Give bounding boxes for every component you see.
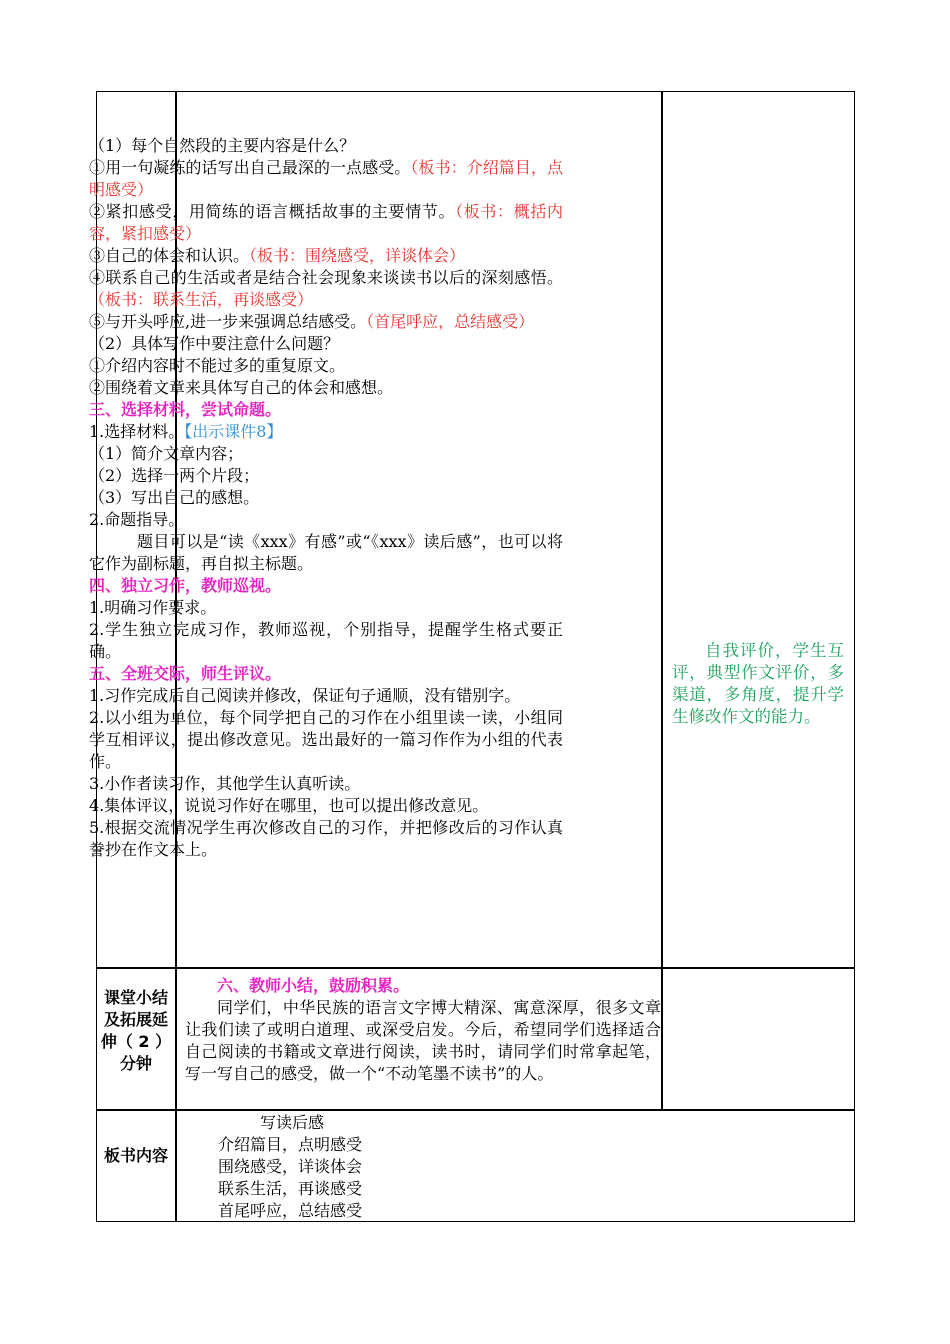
line-3: ③自己的体会和认识。（板书：围绕感受，详谈体会）: [89, 246, 466, 265]
board-note: （板书：围绕感受，详谈体会）: [249, 246, 466, 265]
row2-note-cell: [661, 967, 855, 1111]
s5-item5: 5.根据交流情况学生再次修改自己的习作，并把修改后的习作认真誊抄在作文本上。: [89, 818, 563, 859]
s5-item1: 1.习作完成后自己阅读并修改，保证句子通顺，没有错别字。: [89, 686, 521, 705]
section3-title: 三、选择材料，尝试命题。: [89, 400, 282, 419]
s5-item3: 3.小作者读习作，其他学生认真听读。: [89, 774, 361, 793]
line-q2-2: ②围绕着文章来具体写自己的体会和感想。: [89, 378, 394, 397]
board-content: [218, 1112, 518, 1222]
row1-note-cell: [661, 91, 855, 969]
board-note: （板书：概括内容，紧扣感受）: [89, 202, 563, 243]
line-5: ⑤与开头呼应,进一步来强调总结感受。（首尾呼应，总结感受）: [89, 312, 535, 331]
s3-item1: 1.选择材料。【出示课件8】: [89, 422, 283, 441]
section4-title: 四、独立习作，教师巡视。: [89, 576, 282, 595]
section5-title: 五、全班交际，师生评议。: [89, 664, 282, 683]
board-item: 联系生活，再谈感受: [218, 1179, 363, 1198]
board-title: 写读后感: [260, 1113, 325, 1132]
s4-item1: 1.明确习作要求。: [89, 598, 217, 617]
line-2: ②紧扣感受，用简练的语言概括故事的主要情节。（板书：概括内容，紧扣感受）: [89, 202, 563, 243]
board-note: （板书：联系生活，再谈感受）: [89, 290, 314, 309]
board-item: 围绕感受，详谈体会: [218, 1157, 363, 1176]
board-note: （首尾呼应，总结感受）: [366, 312, 535, 331]
main-content: [89, 135, 563, 861]
s3-item2: 2.命题指导。: [89, 510, 185, 529]
summary-title: 六、教师小结，鼓励积累。: [217, 976, 410, 995]
board-label: 板书内容: [103, 1146, 168, 1165]
summary-text: 同学们，中华民族的语言文字博大精深、寓意深厚，很多文章让我们读了或明白道理、或深受启发。今后，希望同学们选择适合自己阅读的书籍或文章进行阅读，读书时，请同学们时常拿起笔，写一写自己的感受，做一个“不动笔墨不读书”的人。: [185, 998, 661, 1083]
line-q1: （1）每个自然段的主要内容是什么？: [89, 136, 356, 155]
s5-item4: 4.集体评议，说说习作好在哪里，也可以提出修改意见。: [89, 796, 489, 815]
evaluation-note: 自我评价，学生互评，典型作文评价，多渠道，多角度，提升学生修改作文的能力。: [672, 641, 844, 726]
summary-label: 课堂小结及拓展延伸（ 2 ）分钟: [100, 988, 172, 1073]
line-4: ④联系自己的生活或者是结合社会现象来谈读书以后的深刻感悟。（板书：联系生活，再谈感受）: [89, 268, 563, 309]
board-note: （板书：介绍篇目，点明感受）: [89, 158, 563, 199]
s3-sub2: （2）选择一两个片段；: [89, 466, 260, 485]
courseware-note: 【出示课件8】: [184, 422, 283, 441]
s3-sub1: （1）简介文章内容；: [89, 444, 244, 463]
board-item: 介绍篇目，点明感受: [218, 1135, 363, 1154]
s3-item2-text: 题目可以是“读《xxx》有感”或“《xxx》读后感”，也可以将它作为副标题，再自拟主标题。: [89, 532, 563, 573]
line-1: ①用一句凝练的话写出自己最深的一点感受。（板书：介绍篇目，点明感受）: [89, 158, 563, 199]
s4-item2: 2.学生独立完成习作，教师巡视，个别指导，提醒学生格式要正确。: [89, 620, 563, 661]
line-q2: （2）具体写作中要注意什么问题？: [89, 334, 340, 353]
s5-item2: 2.以小组为单位，每个同学把自己的习作在小组里读一读，小组同学互相评议，提出修改意见。选出最好的一篇习作作为小组的代表作。: [89, 708, 563, 771]
s3-sub3: （3）写出自己的感想。: [89, 488, 260, 507]
summary-content: [185, 975, 661, 1085]
line-q2-1: ①介绍内容时不能过多的重复原文。: [89, 356, 346, 375]
board-item: 首尾呼应，总结感受: [218, 1201, 363, 1220]
